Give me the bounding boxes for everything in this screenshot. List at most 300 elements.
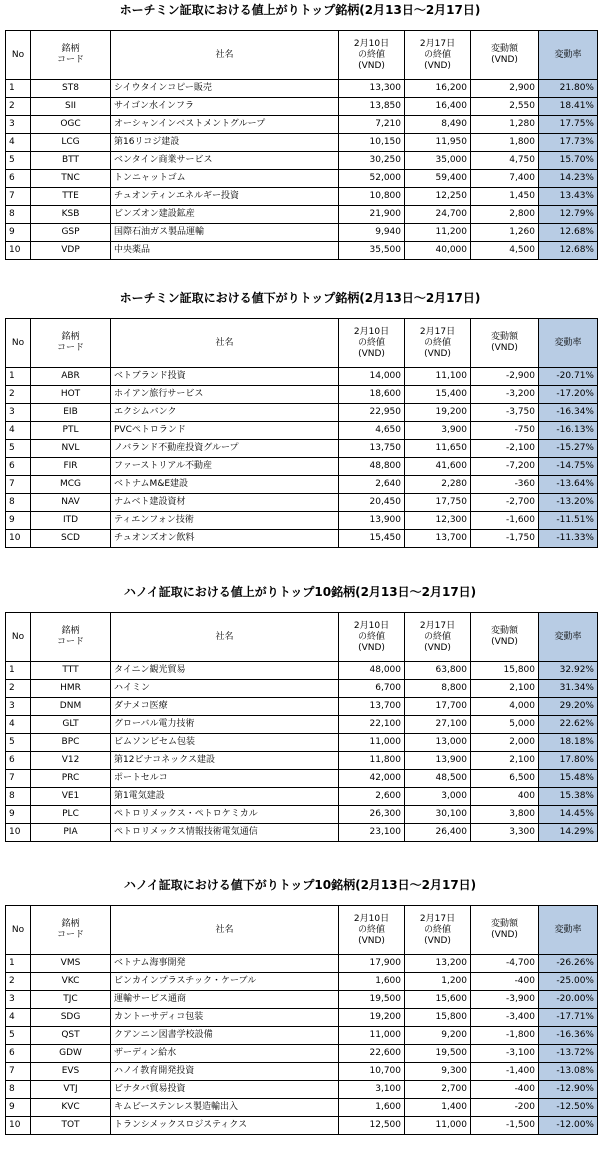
price-change: 1,800 bbox=[471, 134, 539, 152]
table-row bbox=[6, 242, 598, 260]
close-price-feb17: 41,600 bbox=[405, 458, 471, 476]
company-name: ビムソンビセム包装 bbox=[111, 734, 339, 752]
close-price-feb17: 2,280 bbox=[405, 476, 471, 494]
row-number: 8 bbox=[6, 1081, 31, 1099]
stock-code: ITD bbox=[31, 512, 111, 530]
company-name: 第12ビナコネックス建設 bbox=[111, 752, 339, 770]
stock-code: BPC bbox=[31, 734, 111, 752]
price-change: -400 bbox=[471, 973, 539, 991]
header-no: No bbox=[6, 613, 31, 662]
row-number: 1 bbox=[6, 955, 31, 973]
close-price-feb10: 3,100 bbox=[339, 1081, 405, 1099]
price-change: 15,800 bbox=[471, 662, 539, 680]
stock-code: PRC bbox=[31, 770, 111, 788]
stock-code: GDW bbox=[31, 1045, 111, 1063]
change-rate: -16.36% bbox=[539, 1027, 598, 1045]
company-name: 国際石油ガス製品運輸 bbox=[111, 224, 339, 242]
header-change: 変動額 (VND) bbox=[471, 31, 539, 80]
close-price-feb10: 11,000 bbox=[339, 1027, 405, 1045]
header-price-feb10: 2月10日 の終値 (VND) bbox=[339, 31, 405, 80]
header-name: 社名 bbox=[111, 613, 339, 662]
close-price-feb10: 42,000 bbox=[339, 770, 405, 788]
row-number: 2 bbox=[6, 98, 31, 116]
stock-code: VMS bbox=[31, 955, 111, 973]
close-price-feb10: 22,600 bbox=[339, 1045, 405, 1063]
change-rate: 12.79% bbox=[539, 206, 598, 224]
change-rate: -16.34% bbox=[539, 404, 598, 422]
table-title: ホーチミン証取における値下がりトップ銘柄(2月13日～2月17日) bbox=[119, 291, 481, 305]
company-name: トンニャットゴム bbox=[111, 170, 339, 188]
row-number: 6 bbox=[6, 1045, 31, 1063]
table-row bbox=[6, 1081, 598, 1099]
price-change: -1,800 bbox=[471, 1027, 539, 1045]
close-price-feb10: 13,700 bbox=[339, 698, 405, 716]
change-rate: -17.71% bbox=[539, 1009, 598, 1027]
header-row bbox=[6, 906, 598, 955]
close-price-feb10: 1,600 bbox=[339, 1099, 405, 1117]
stock-code: EIB bbox=[31, 404, 111, 422]
header-no: No bbox=[6, 906, 31, 955]
company-name: ベトナム海事開発 bbox=[111, 955, 339, 973]
change-rate: 29.20% bbox=[539, 698, 598, 716]
close-price-feb10: 48,000 bbox=[339, 662, 405, 680]
close-price-feb10: 2,640 bbox=[339, 476, 405, 494]
table-row bbox=[6, 458, 598, 476]
change-rate: -12.90% bbox=[539, 1081, 598, 1099]
stock-code: VDP bbox=[31, 242, 111, 260]
close-price-feb10: 13,300 bbox=[339, 80, 405, 98]
price-change: 5,000 bbox=[471, 716, 539, 734]
price-change: -2,700 bbox=[471, 494, 539, 512]
table-row bbox=[6, 770, 598, 788]
header-code: 銘柄 コード bbox=[31, 613, 111, 662]
table-row bbox=[6, 1099, 598, 1117]
stock-code: PTL bbox=[31, 422, 111, 440]
change-rate: 32.92% bbox=[539, 662, 598, 680]
stock-code: V12 bbox=[31, 752, 111, 770]
close-price-feb17: 59,400 bbox=[405, 170, 471, 188]
close-price-feb17: 63,800 bbox=[405, 662, 471, 680]
company-name: キムビーステンレス製造輸出入 bbox=[111, 1099, 339, 1117]
header-name: 社名 bbox=[111, 319, 339, 368]
header-no: No bbox=[6, 31, 31, 80]
close-price-feb17: 1,400 bbox=[405, 1099, 471, 1117]
header-no: No bbox=[6, 319, 31, 368]
row-number: 9 bbox=[6, 224, 31, 242]
company-name: チュオンズオン飲料 bbox=[111, 530, 339, 548]
table-row bbox=[6, 440, 598, 458]
header-row bbox=[6, 319, 598, 368]
stock-code: SCD bbox=[31, 530, 111, 548]
table-title: ハノイ証取における値下がりトップ10銘柄(2月13日～2月17日) bbox=[123, 878, 477, 892]
stock-code: TJC bbox=[31, 991, 111, 1009]
change-rate: -11.51% bbox=[539, 512, 598, 530]
company-name: ペトロリメックス・ペトロケミカル bbox=[111, 806, 339, 824]
stock-table bbox=[5, 318, 598, 548]
header-code: 銘柄 コード bbox=[31, 31, 111, 80]
close-price-feb10: 14,000 bbox=[339, 368, 405, 386]
close-price-feb17: 11,950 bbox=[405, 134, 471, 152]
table-row bbox=[6, 134, 598, 152]
close-price-feb17: 8,490 bbox=[405, 116, 471, 134]
company-name: 中央薬品 bbox=[111, 242, 339, 260]
company-name: ダナメコ医療 bbox=[111, 698, 339, 716]
stock-code: QST bbox=[31, 1027, 111, 1045]
header-code: 銘柄 コード bbox=[31, 906, 111, 955]
table-row bbox=[6, 680, 598, 698]
table-row bbox=[6, 716, 598, 734]
change-rate: 15.70% bbox=[539, 152, 598, 170]
row-number: 7 bbox=[6, 476, 31, 494]
stock-table bbox=[5, 612, 598, 842]
header-name: 社名 bbox=[111, 31, 339, 80]
table-row bbox=[6, 494, 598, 512]
change-rate: -12.00% bbox=[539, 1117, 598, 1135]
header-price-feb17: 2月17日 の終値 (VND) bbox=[405, 906, 471, 955]
change-rate: -25.00% bbox=[539, 973, 598, 991]
header-change: 変動額 (VND) bbox=[471, 906, 539, 955]
row-number: 9 bbox=[6, 1099, 31, 1117]
close-price-feb10: 26,300 bbox=[339, 806, 405, 824]
change-rate: 22.62% bbox=[539, 716, 598, 734]
change-rate: 13.43% bbox=[539, 188, 598, 206]
price-change: 4,750 bbox=[471, 152, 539, 170]
table-row bbox=[6, 1027, 598, 1045]
close-price-feb10: 35,500 bbox=[339, 242, 405, 260]
row-number: 10 bbox=[6, 824, 31, 842]
stock-code: PLC bbox=[31, 806, 111, 824]
company-name: ビナタバ貿易投資 bbox=[111, 1081, 339, 1099]
close-price-feb17: 8,800 bbox=[405, 680, 471, 698]
close-price-feb17: 40,000 bbox=[405, 242, 471, 260]
header-rate: 変動率 bbox=[539, 613, 598, 662]
stock-code: TOT bbox=[31, 1117, 111, 1135]
table-row bbox=[6, 422, 598, 440]
table-row bbox=[6, 662, 598, 680]
close-price-feb17: 13,200 bbox=[405, 955, 471, 973]
change-rate: -17.20% bbox=[539, 386, 598, 404]
company-name: 第16リコジ建設 bbox=[111, 134, 339, 152]
header-code: 銘柄 コード bbox=[31, 319, 111, 368]
stock-code: KSB bbox=[31, 206, 111, 224]
close-price-feb17: 11,100 bbox=[405, 368, 471, 386]
stock-code: MCG bbox=[31, 476, 111, 494]
stock-code: KVC bbox=[31, 1099, 111, 1117]
close-price-feb10: 52,000 bbox=[339, 170, 405, 188]
change-rate: -26.26% bbox=[539, 955, 598, 973]
table-title: ホーチミン証取における値上がりトップ銘柄(2月13日～2月17日) bbox=[119, 3, 481, 17]
table-row bbox=[6, 698, 598, 716]
change-rate: 17.80% bbox=[539, 752, 598, 770]
table-row bbox=[6, 404, 598, 422]
close-price-feb17: 2,700 bbox=[405, 1081, 471, 1099]
company-name: ビンズオン建設鉱産 bbox=[111, 206, 339, 224]
price-change: -400 bbox=[471, 1081, 539, 1099]
stock-code: VTJ bbox=[31, 1081, 111, 1099]
close-price-feb10: 22,950 bbox=[339, 404, 405, 422]
close-price-feb10: 10,800 bbox=[339, 188, 405, 206]
table-row bbox=[6, 512, 598, 530]
price-change: -3,750 bbox=[471, 404, 539, 422]
close-price-feb10: 19,200 bbox=[339, 1009, 405, 1027]
price-change: -1,400 bbox=[471, 1063, 539, 1081]
row-number: 3 bbox=[6, 991, 31, 1009]
close-price-feb17: 30,100 bbox=[405, 806, 471, 824]
change-rate: 18.18% bbox=[539, 734, 598, 752]
header-price-feb10: 2月10日 の終値 (VND) bbox=[339, 906, 405, 955]
table-row bbox=[6, 752, 598, 770]
row-number: 8 bbox=[6, 788, 31, 806]
stock-code: ABR bbox=[31, 368, 111, 386]
table-row bbox=[6, 955, 598, 973]
table-row bbox=[6, 206, 598, 224]
close-price-feb10: 12,500 bbox=[339, 1117, 405, 1135]
change-rate: 15.38% bbox=[539, 788, 598, 806]
stock-code: GSP bbox=[31, 224, 111, 242]
company-name: 第1電気建設 bbox=[111, 788, 339, 806]
row-number: 5 bbox=[6, 734, 31, 752]
table-row bbox=[6, 80, 598, 98]
header-rate: 変動率 bbox=[539, 319, 598, 368]
row-number: 2 bbox=[6, 386, 31, 404]
close-price-feb17: 9,300 bbox=[405, 1063, 471, 1081]
company-name: ホイアン旅行サービス bbox=[111, 386, 339, 404]
stock-code: SII bbox=[31, 98, 111, 116]
row-number: 1 bbox=[6, 368, 31, 386]
close-price-feb17: 15,400 bbox=[405, 386, 471, 404]
table-row bbox=[6, 824, 598, 842]
table-row bbox=[6, 188, 598, 206]
price-change: 6,500 bbox=[471, 770, 539, 788]
stock-table bbox=[5, 905, 598, 1135]
close-price-feb17: 24,700 bbox=[405, 206, 471, 224]
close-price-feb10: 4,650 bbox=[339, 422, 405, 440]
price-change: -360 bbox=[471, 476, 539, 494]
close-price-feb10: 48,800 bbox=[339, 458, 405, 476]
price-change: -3,200 bbox=[471, 386, 539, 404]
row-number: 3 bbox=[6, 404, 31, 422]
close-price-feb10: 19,500 bbox=[339, 991, 405, 1009]
change-rate: -13.20% bbox=[539, 494, 598, 512]
table-row bbox=[6, 1117, 598, 1135]
close-price-feb17: 35,000 bbox=[405, 152, 471, 170]
header-rate: 変動率 bbox=[539, 906, 598, 955]
row-number: 6 bbox=[6, 752, 31, 770]
change-rate: 21.80% bbox=[539, 80, 598, 98]
row-number: 4 bbox=[6, 134, 31, 152]
close-price-feb10: 13,850 bbox=[339, 98, 405, 116]
stock-code: TTT bbox=[31, 662, 111, 680]
row-number: 9 bbox=[6, 512, 31, 530]
price-change: 3,800 bbox=[471, 806, 539, 824]
close-price-feb10: 30,250 bbox=[339, 152, 405, 170]
change-rate: -12.50% bbox=[539, 1099, 598, 1117]
change-rate: -13.64% bbox=[539, 476, 598, 494]
table-row bbox=[6, 788, 598, 806]
company-name: タイニン観光貿易 bbox=[111, 662, 339, 680]
price-change: -2,100 bbox=[471, 440, 539, 458]
price-change: 2,900 bbox=[471, 80, 539, 98]
price-change: 1,450 bbox=[471, 188, 539, 206]
table-row bbox=[6, 1045, 598, 1063]
company-name: シイウタインコピー販売 bbox=[111, 80, 339, 98]
close-price-feb10: 18,600 bbox=[339, 386, 405, 404]
company-name: ファーストリアル不動産 bbox=[111, 458, 339, 476]
stock-code: HOT bbox=[31, 386, 111, 404]
close-price-feb10: 7,210 bbox=[339, 116, 405, 134]
close-price-feb10: 10,700 bbox=[339, 1063, 405, 1081]
table-row bbox=[6, 734, 598, 752]
change-rate: 12.68% bbox=[539, 242, 598, 260]
company-name: グローバル電力技術 bbox=[111, 716, 339, 734]
change-rate: -14.75% bbox=[539, 458, 598, 476]
stock-code: SDG bbox=[31, 1009, 111, 1027]
close-price-feb10: 21,900 bbox=[339, 206, 405, 224]
company-name: ノバランド不動産投資グループ bbox=[111, 440, 339, 458]
close-price-feb10: 11,800 bbox=[339, 752, 405, 770]
price-change: -750 bbox=[471, 422, 539, 440]
row-number: 1 bbox=[6, 662, 31, 680]
table-row bbox=[6, 98, 598, 116]
row-number: 8 bbox=[6, 206, 31, 224]
close-price-feb10: 20,450 bbox=[339, 494, 405, 512]
row-number: 10 bbox=[6, 242, 31, 260]
close-price-feb17: 12,300 bbox=[405, 512, 471, 530]
price-change: -3,400 bbox=[471, 1009, 539, 1027]
change-rate: 14.45% bbox=[539, 806, 598, 824]
header-price-feb10: 2月10日 の終値 (VND) bbox=[339, 319, 405, 368]
table-row bbox=[6, 1009, 598, 1027]
close-price-feb17: 15,600 bbox=[405, 991, 471, 1009]
price-change: 2,800 bbox=[471, 206, 539, 224]
table-row bbox=[6, 386, 598, 404]
company-name: チュオンティンエネルギー投資 bbox=[111, 188, 339, 206]
close-price-feb10: 10,150 bbox=[339, 134, 405, 152]
close-price-feb10: 22,100 bbox=[339, 716, 405, 734]
stock-code: TNC bbox=[31, 170, 111, 188]
price-change: -1,500 bbox=[471, 1117, 539, 1135]
close-price-feb17: 19,200 bbox=[405, 404, 471, 422]
close-price-feb17: 11,200 bbox=[405, 224, 471, 242]
close-price-feb17: 11,650 bbox=[405, 440, 471, 458]
table-row bbox=[6, 368, 598, 386]
close-price-feb17: 17,700 bbox=[405, 698, 471, 716]
company-name: ハイミン bbox=[111, 680, 339, 698]
close-price-feb10: 13,900 bbox=[339, 512, 405, 530]
company-name: 運輸サービス通商 bbox=[111, 991, 339, 1009]
stock-code: FIR bbox=[31, 458, 111, 476]
company-name: ベトブランド投資 bbox=[111, 368, 339, 386]
price-change: -200 bbox=[471, 1099, 539, 1117]
header-price-feb10: 2月10日 の終値 (VND) bbox=[339, 613, 405, 662]
change-rate: -20.71% bbox=[539, 368, 598, 386]
row-number: 2 bbox=[6, 973, 31, 991]
table-row bbox=[6, 170, 598, 188]
close-price-feb10: 13,750 bbox=[339, 440, 405, 458]
company-name: クアンニン図書学校設備 bbox=[111, 1027, 339, 1045]
stock-code: NAV bbox=[31, 494, 111, 512]
company-name: カントーサディコ包装 bbox=[111, 1009, 339, 1027]
close-price-feb10: 23,100 bbox=[339, 824, 405, 842]
row-number: 5 bbox=[6, 1027, 31, 1045]
close-price-feb17: 26,400 bbox=[405, 824, 471, 842]
price-change: 4,000 bbox=[471, 698, 539, 716]
price-change: -7,200 bbox=[471, 458, 539, 476]
company-name: サイゴン水インフラ bbox=[111, 98, 339, 116]
row-number: 6 bbox=[6, 170, 31, 188]
close-price-feb17: 9,200 bbox=[405, 1027, 471, 1045]
stock-code: VKC bbox=[31, 973, 111, 991]
price-change: 1,280 bbox=[471, 116, 539, 134]
close-price-feb17: 16,400 bbox=[405, 98, 471, 116]
row-number: 7 bbox=[6, 1063, 31, 1081]
header-change: 変動額 (VND) bbox=[471, 613, 539, 662]
price-change: 4,500 bbox=[471, 242, 539, 260]
row-number: 1 bbox=[6, 80, 31, 98]
table-row bbox=[6, 224, 598, 242]
price-change: 3,300 bbox=[471, 824, 539, 842]
stock-code: NVL bbox=[31, 440, 111, 458]
row-number: 5 bbox=[6, 440, 31, 458]
price-change: 2,550 bbox=[471, 98, 539, 116]
company-name: ベトナムM&E建設 bbox=[111, 476, 339, 494]
change-rate: -20.00% bbox=[539, 991, 598, 1009]
row-number: 4 bbox=[6, 422, 31, 440]
close-price-feb17: 16,200 bbox=[405, 80, 471, 98]
stock-code: VE1 bbox=[31, 788, 111, 806]
header-name: 社名 bbox=[111, 906, 339, 955]
company-name: ナムベト建設資材 bbox=[111, 494, 339, 512]
row-number: 7 bbox=[6, 770, 31, 788]
price-change: -1,750 bbox=[471, 530, 539, 548]
price-change: -4,700 bbox=[471, 955, 539, 973]
row-number: 8 bbox=[6, 494, 31, 512]
stock-code: EVS bbox=[31, 1063, 111, 1081]
table-row bbox=[6, 116, 598, 134]
company-name: トランシメックスロジスティクス bbox=[111, 1117, 339, 1135]
price-change: 7,400 bbox=[471, 170, 539, 188]
header-row bbox=[6, 613, 598, 662]
change-rate: -11.33% bbox=[539, 530, 598, 548]
close-price-feb17: 3,000 bbox=[405, 788, 471, 806]
price-change: -3,900 bbox=[471, 991, 539, 1009]
table-title: ハノイ証取における値上がりトップ10銘柄(2月13日～2月17日) bbox=[123, 585, 477, 599]
close-price-feb17: 13,000 bbox=[405, 734, 471, 752]
header-rate: 変動率 bbox=[539, 31, 598, 80]
row-number: 5 bbox=[6, 152, 31, 170]
close-price-feb10: 9,940 bbox=[339, 224, 405, 242]
close-price-feb17: 13,900 bbox=[405, 752, 471, 770]
close-price-feb17: 11,000 bbox=[405, 1117, 471, 1135]
stock-code: OGC bbox=[31, 116, 111, 134]
header-row bbox=[6, 31, 598, 80]
change-rate: -16.13% bbox=[539, 422, 598, 440]
change-rate: -15.27% bbox=[539, 440, 598, 458]
change-rate: 14.23% bbox=[539, 170, 598, 188]
close-price-feb10: 2,600 bbox=[339, 788, 405, 806]
price-change: -3,100 bbox=[471, 1045, 539, 1063]
row-number: 4 bbox=[6, 716, 31, 734]
price-change: -1,600 bbox=[471, 512, 539, 530]
stock-code: LCG bbox=[31, 134, 111, 152]
close-price-feb10: 11,000 bbox=[339, 734, 405, 752]
company-name: オーシャンインベストメントグループ bbox=[111, 116, 339, 134]
close-price-feb17: 15,800 bbox=[405, 1009, 471, 1027]
company-name: PVCペトロランド bbox=[111, 422, 339, 440]
close-price-feb17: 48,500 bbox=[405, 770, 471, 788]
close-price-feb10: 6,700 bbox=[339, 680, 405, 698]
close-price-feb17: 13,700 bbox=[405, 530, 471, 548]
